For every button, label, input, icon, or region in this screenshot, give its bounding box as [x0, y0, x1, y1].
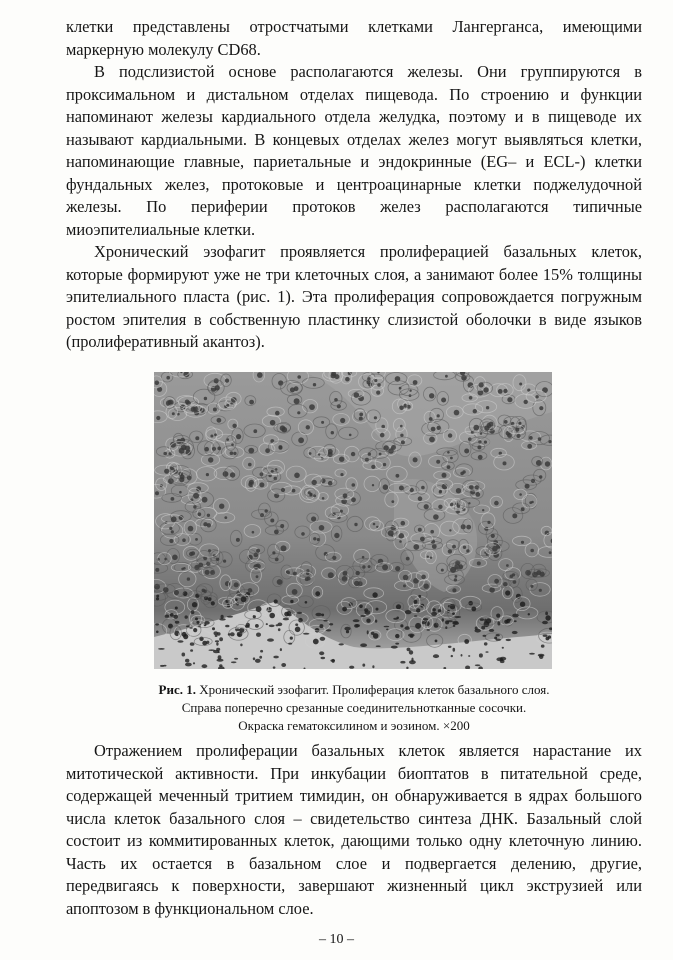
caption-line-3: Окраска гематоксилином и эозином. ×200: [238, 718, 470, 733]
micrograph-svg: [154, 372, 552, 669]
paragraph: Отражением пролиферации базальных клеток является нарастание их митотической активности. При инкубации биоптатов в питательной среде, содержащей меченный тритием тимидин, он обнаруживается в ядрах большого числа клеток базального слоя – свидетельство синтеза ДНК. Базальный слой состоит из коммитированных клеток, дающими только одну клеточную линию. Часть их остается в базальном слое и подвергается делению, другие, передвигаясь к поверхности, завершают жизненный цикл экструзией или апоптозом в функциональном слое.: [66, 741, 642, 918]
paragraph: В подслизистой основе располагаются железы. Они группируются в проксимальном и дистальном отделах пищевода. По строению и функции напоминают железы кардиального отдела желудка, поэтому и в пищеводе их называют кардиальными. В концевых отделах желез могут выявляться клетки, напоминающие главные, париетальные и эндокринные (EG– и ECL-) клетки фундальных желез, протоковые и центроацинарные клетки поджелудочной железы. По периферии протоков желез располагаются типичные миоэпителиальные клетки.: [66, 62, 642, 239]
caption-line-1: Хронический эзофагит. Пролиферация клеток базального слоя.: [199, 682, 550, 697]
paragraph: Хронический эзофагит проявляется пролиферацией базальных клеток, которые формируют уже не три клеточных слоя, а занимают более 15% толщины эпителиального пласта (рис. 1). Эта пролиферация сопровождается погружным ростом эпителия в собственную пластинку слизистой оболочки в виде языков (пролиферативный акантоз).: [66, 242, 642, 351]
page-number: – 10 –: [319, 932, 354, 947]
figure-caption: [66, 681, 642, 735]
paragraph: клетки представлены отростчатыми клетками Лангерганса, имеющими маркерную молекулу CD68.: [66, 17, 642, 59]
micrograph-image: [154, 372, 552, 669]
top-text: [66, 16, 642, 354]
caption-line-2: Справа поперечно срезанные соединительнотканные сосочки.: [181, 700, 527, 715]
bottom-text: [66, 740, 642, 920]
figure-label: Рис. 1.: [158, 682, 196, 697]
